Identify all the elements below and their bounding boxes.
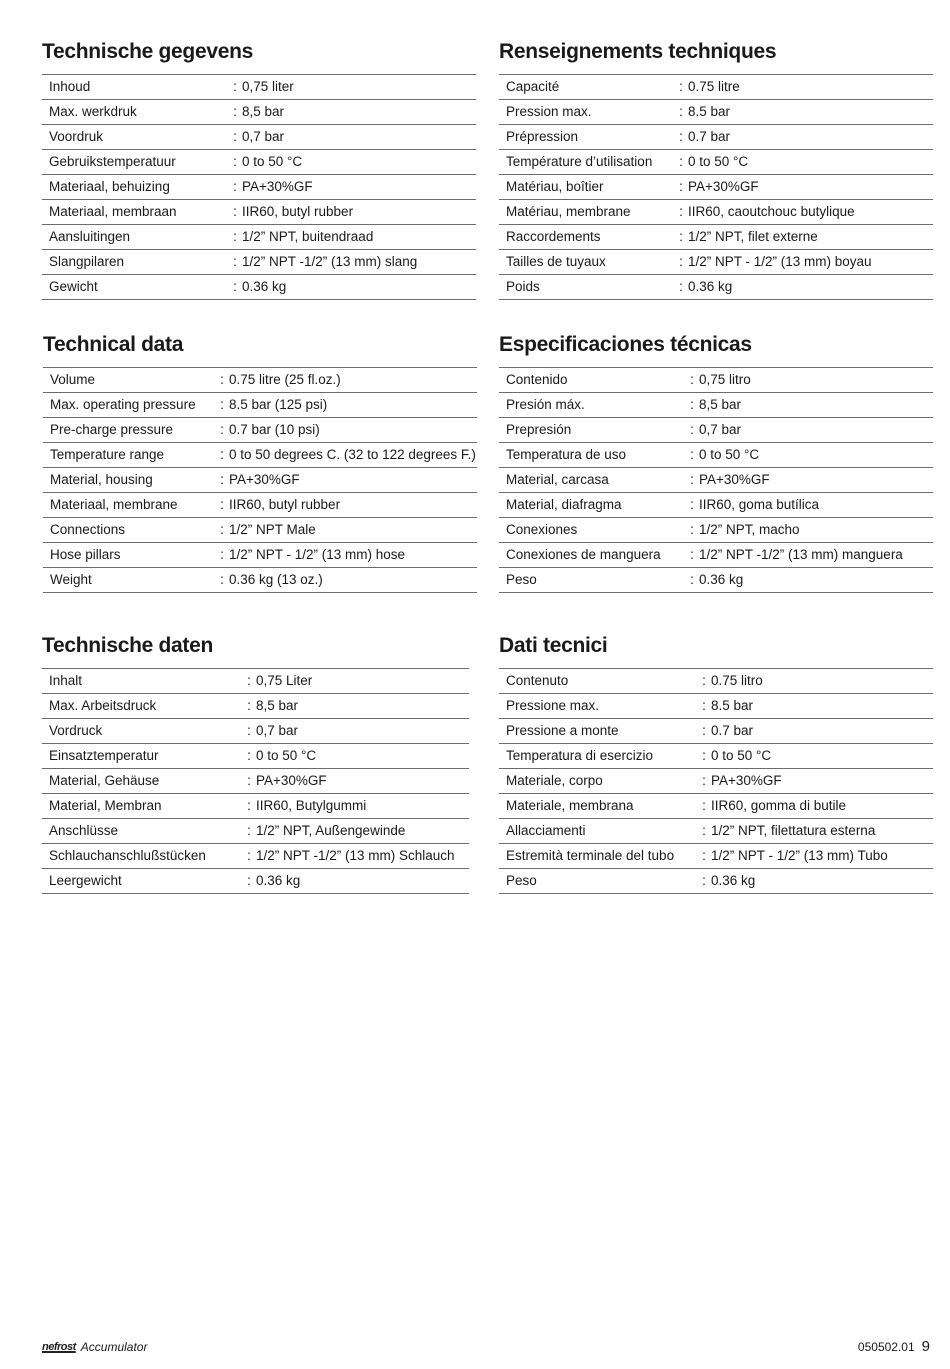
spec-value: 8,5 bar — [699, 397, 742, 412]
spec-separator: : — [690, 522, 694, 537]
spec-separator: : — [220, 547, 224, 562]
spec-label: Materiaal, behuizing — [49, 179, 170, 194]
table-row — [42, 275, 476, 300]
footer-left — [42, 1340, 147, 1354]
spec-label: Material, Gehäuse — [49, 773, 160, 788]
table-row — [499, 200, 933, 225]
spec-value: 8.5 bar — [688, 104, 731, 119]
table-row — [42, 769, 469, 794]
spec-label: Contenido — [506, 372, 568, 387]
spec-label: Temperatura de uso — [506, 447, 627, 462]
spec-separator: : — [702, 873, 706, 888]
section-technical-data — [43, 327, 477, 593]
spec-label: Pression max. — [506, 104, 592, 119]
table-row — [42, 694, 469, 719]
table-row — [42, 794, 469, 819]
spec-label: Conexiones de manguera — [506, 547, 661, 562]
spec-label: Material, housing — [50, 472, 153, 487]
spec-label: Slangpilaren — [49, 254, 125, 269]
spec-separator: : — [679, 179, 683, 194]
table-row — [42, 669, 469, 694]
table-row — [499, 250, 933, 275]
spec-value: 8,5 bar — [256, 698, 299, 713]
table-row — [499, 694, 933, 719]
spec-table — [499, 74, 933, 300]
spec-value: 1/2” NPT Male — [229, 522, 316, 537]
spec-value: IIR60, butyl rubber — [242, 204, 354, 219]
section-title: Dati tecnici — [499, 634, 608, 657]
section-renseignements-techniques — [499, 34, 933, 300]
spec-table — [42, 668, 469, 894]
spec-label: Material, carcasa — [506, 472, 609, 487]
spec-value: PA+30%GF — [256, 773, 327, 788]
spec-value: 0.36 kg — [256, 873, 301, 888]
spec-label: Contenuto — [506, 673, 569, 688]
spec-separator: : — [679, 129, 683, 144]
spec-value: 1/2” NPT - 1/2” (13 mm) boyau — [688, 254, 872, 269]
spec-separator: : — [702, 748, 706, 763]
spec-separator: : — [679, 254, 683, 269]
table-row — [499, 275, 933, 300]
spec-value: 0.75 litre (25 fl.oz.) — [229, 372, 341, 387]
spec-value: 8.5 bar (125 psi) — [229, 397, 328, 412]
spec-separator: : — [247, 873, 251, 888]
spec-separator: : — [247, 798, 251, 813]
table-row — [42, 225, 476, 250]
spec-label: Pressione a monte — [506, 723, 619, 738]
spec-value: 8.5 bar — [711, 698, 754, 713]
table-row — [42, 719, 469, 744]
spec-label: Max. werkdruk — [49, 104, 137, 119]
spec-label: Anschlüsse — [49, 823, 119, 838]
spec-value: PA+30%GF — [688, 179, 759, 194]
table-row — [499, 568, 933, 593]
spec-separator: : — [679, 104, 683, 119]
spec-table — [42, 74, 476, 300]
table-row — [499, 493, 933, 518]
spec-value: IIR60, gomma di butile — [711, 798, 847, 813]
spec-value: 0.75 litre — [688, 79, 740, 94]
section-dati-tecnici — [499, 628, 933, 894]
spec-value: 1/2” NPT, Außengewinde — [256, 823, 406, 838]
spec-separator: : — [690, 397, 694, 412]
table-row — [499, 518, 933, 543]
spec-label: Température d’utilisation — [506, 154, 653, 169]
spec-separator: : — [233, 79, 237, 94]
spec-label: Peso — [506, 572, 537, 587]
spec-label: Poids — [506, 279, 540, 294]
spec-separator: : — [220, 447, 224, 462]
table-row — [42, 844, 469, 869]
spec-separator: : — [702, 823, 706, 838]
spec-value: 1/2” NPT - 1/2” (13 mm) hose — [229, 547, 406, 562]
spec-separator: : — [233, 254, 237, 269]
spec-separator: : — [220, 522, 224, 537]
page-footer — [42, 1338, 930, 1360]
spec-separator: : — [702, 848, 706, 863]
spec-separator: : — [690, 472, 694, 487]
table-row — [43, 568, 477, 593]
spec-value: 0.36 kg — [699, 572, 744, 587]
spec-value: PA+30%GF — [242, 179, 313, 194]
spec-label: Material, Membran — [49, 798, 162, 813]
spec-separator: : — [702, 698, 706, 713]
spec-label: Presión máx. — [506, 397, 585, 412]
table-row — [499, 393, 933, 418]
spec-value: 0.36 kg — [242, 279, 287, 294]
spec-separator: : — [679, 79, 683, 94]
table-row — [499, 368, 933, 393]
table-row — [499, 150, 933, 175]
spec-table — [499, 367, 933, 593]
table-row — [42, 744, 469, 769]
spec-label: Tailles de tuyaux — [506, 254, 606, 269]
spec-separator: : — [247, 673, 251, 688]
spec-separator: : — [247, 748, 251, 763]
spec-separator: : — [679, 279, 683, 294]
spec-value: 0 to 50 °C — [256, 748, 317, 763]
table-row — [499, 418, 933, 443]
spec-separator: : — [690, 372, 694, 387]
spec-value: 0.7 bar — [711, 723, 754, 738]
spec-table — [499, 668, 933, 894]
spec-value: IIR60, Butylgummi — [256, 798, 367, 813]
table-row — [42, 125, 476, 150]
table-row — [499, 844, 933, 869]
spec-separator: : — [220, 572, 224, 587]
table-row — [42, 150, 476, 175]
table-row — [499, 869, 933, 894]
spec-label: Inhalt — [49, 673, 83, 688]
spec-value: 0,75 Liter — [256, 673, 313, 688]
spec-label: Materiaal, membraan — [49, 204, 177, 219]
spec-label: Materiaal, membrane — [50, 497, 178, 512]
spec-separator: : — [220, 497, 224, 512]
table-row — [499, 543, 933, 568]
table-row — [43, 518, 477, 543]
spec-label: Material, diafragma — [506, 497, 622, 512]
table-row — [43, 543, 477, 568]
spec-separator: : — [220, 472, 224, 487]
spec-label: Connections — [50, 522, 126, 537]
spec-label: Pre-charge pressure — [50, 422, 174, 437]
table-row — [42, 75, 476, 100]
spec-separator: : — [247, 698, 251, 713]
table-row — [43, 468, 477, 493]
spec-value: 0,7 bar — [242, 129, 285, 144]
table-row — [499, 819, 933, 844]
spec-value: PA+30%GF — [711, 773, 782, 788]
spec-label: Gebruikstemperatuur — [49, 154, 176, 169]
spec-separator: : — [702, 673, 706, 688]
spec-value: 8,5 bar — [242, 104, 285, 119]
spec-value: 1/2” NPT -1/2” (13 mm) slang — [242, 254, 418, 269]
table-row — [499, 175, 933, 200]
brand-logo: nefrost — [42, 1341, 76, 1353]
section-title: Renseignements techniques — [499, 40, 777, 63]
spec-separator: : — [233, 204, 237, 219]
spec-label: Max. operating pressure — [50, 397, 196, 412]
spec-value: PA+30%GF — [229, 472, 300, 487]
table-row — [499, 744, 933, 769]
table-row — [499, 719, 933, 744]
table-row — [43, 368, 477, 393]
spec-separator: : — [247, 773, 251, 788]
section-title: Especificaciones técnicas — [499, 333, 752, 356]
spec-label: Inhoud — [49, 79, 91, 94]
table-row — [499, 225, 933, 250]
spec-separator: : — [690, 422, 694, 437]
spec-value: 1/2” NPT -1/2” (13 mm) manguera — [699, 547, 903, 562]
spec-label: Temperatura di esercizio — [506, 748, 654, 763]
spec-value: 1/2” NPT, filet externe — [688, 229, 818, 244]
table-row — [42, 819, 469, 844]
spec-separator: : — [233, 179, 237, 194]
table-row — [43, 493, 477, 518]
spec-label: Materiale, membrana — [506, 798, 634, 813]
table-row — [43, 393, 477, 418]
table-row — [499, 100, 933, 125]
spec-label: Temperature range — [50, 447, 165, 462]
spec-value: 0,7 bar — [699, 422, 742, 437]
spec-separator: : — [220, 372, 224, 387]
spec-label: Capacité — [506, 79, 560, 94]
spec-separator: : — [233, 154, 237, 169]
spec-table — [43, 367, 477, 593]
footer-right — [858, 1338, 930, 1355]
spec-value: 0.75 litro — [711, 673, 763, 688]
spec-separator: : — [702, 773, 706, 788]
table-row — [42, 175, 476, 200]
spec-value: 1/2” NPT, macho — [699, 522, 800, 537]
spec-value: 0,75 liter — [242, 79, 294, 94]
spec-separator: : — [690, 547, 694, 562]
spec-label: Gewicht — [49, 279, 98, 294]
table-row — [43, 443, 477, 468]
spec-label: Einsatztemperatur — [49, 748, 159, 763]
table-row — [499, 769, 933, 794]
spec-value: 0,75 litro — [699, 372, 751, 387]
spec-value: PA+30%GF — [699, 472, 770, 487]
spec-separator: : — [702, 723, 706, 738]
spec-label: Max. Arbeitsdruck — [49, 698, 157, 713]
spec-separator: : — [233, 129, 237, 144]
section-title: Technical data — [43, 333, 184, 356]
spec-separator: : — [690, 572, 694, 587]
spec-separator: : — [690, 447, 694, 462]
spec-value: IIR60, caoutchouc butylique — [688, 204, 855, 219]
spec-value: 0 to 50 °C — [688, 154, 749, 169]
spec-value: 0 to 50 °C — [711, 748, 772, 763]
spec-separator: : — [233, 279, 237, 294]
section-technische-daten — [42, 628, 469, 894]
spec-label: Voordruk — [49, 129, 104, 144]
spec-value: 0.36 kg (13 oz.) — [229, 572, 323, 587]
table-row — [43, 418, 477, 443]
spec-label: Vordruck — [49, 723, 103, 738]
spec-label: Pressione max. — [506, 698, 600, 713]
table-row — [499, 443, 933, 468]
spec-separator: : — [233, 229, 237, 244]
spec-label: Hose pillars — [50, 547, 121, 562]
spec-label: Matériau, membrane — [506, 204, 631, 219]
spec-separator: : — [220, 397, 224, 412]
spec-label: Prépression — [506, 129, 579, 144]
table-row — [42, 250, 476, 275]
spec-value: 0.7 bar (10 psi) — [229, 422, 320, 437]
spec-label: Allacciamenti — [506, 823, 586, 838]
table-row — [499, 794, 933, 819]
spec-value: 1/2” NPT -1/2” (13 mm) Schlauch — [256, 848, 455, 863]
section-technische-gegevens — [42, 34, 476, 300]
section-title: Technische daten — [42, 634, 214, 657]
spec-value: 0,7 bar — [256, 723, 299, 738]
spec-label: Estremità terminale del tubo — [506, 848, 675, 863]
spec-separator: : — [690, 497, 694, 512]
spec-separator: : — [679, 154, 683, 169]
product-name: Accumulator — [80, 1340, 148, 1354]
spec-label: Leergewicht — [49, 873, 122, 888]
spec-value: 0 to 50 degrees C. (32 to 122 degrees F.) — [229, 447, 476, 462]
table-row — [42, 100, 476, 125]
spec-label: Volume — [50, 372, 96, 387]
table-row — [42, 869, 469, 894]
document-number: 050502.01 — [857, 1340, 915, 1354]
spec-label: Aansluitingen — [49, 229, 131, 244]
page-number: 9 — [921, 1338, 930, 1355]
table-row — [499, 125, 933, 150]
spec-separator: : — [247, 848, 251, 863]
spec-separator: : — [702, 798, 706, 813]
spec-separator: : — [679, 229, 683, 244]
spec-label: Prepresión — [506, 422, 572, 437]
spec-label: Conexiones — [506, 522, 578, 537]
spec-label: Raccordements — [506, 229, 601, 244]
table-row — [499, 75, 933, 100]
table-row — [499, 468, 933, 493]
spec-label: Weight — [50, 572, 92, 587]
spec-value: IIR60, goma butílica — [699, 497, 820, 512]
spec-separator: : — [220, 422, 224, 437]
spec-value: IIR60, butyl rubber — [229, 497, 341, 512]
section-title: Technische gegevens — [42, 40, 253, 63]
spec-label: Peso — [506, 873, 537, 888]
section-especificaciones-tecnicas — [499, 327, 933, 593]
spec-value: 1/2” NPT, buitendraad — [242, 229, 374, 244]
spec-label: Schlauchanschlußstücken — [49, 848, 206, 863]
spec-separator: : — [233, 104, 237, 119]
spec-value: 0 to 50 °C — [699, 447, 760, 462]
spec-separator: : — [247, 823, 251, 838]
spec-separator: : — [247, 723, 251, 738]
spec-label: Materiale, corpo — [506, 773, 603, 788]
spec-value: 0.7 bar — [688, 129, 731, 144]
spec-separator: : — [679, 204, 683, 219]
table-row — [42, 200, 476, 225]
spec-value: 1/2” NPT - 1/2” (13 mm) Tubo — [711, 848, 888, 863]
spec-value: 0 to 50 °C — [242, 154, 303, 169]
spec-value: 1/2” NPT, filettatura esterna — [711, 823, 876, 838]
spec-label: Matériau, boîtier — [506, 179, 604, 194]
spec-value: 0.36 kg — [688, 279, 733, 294]
table-row — [499, 669, 933, 694]
spec-value: 0.36 kg — [711, 873, 756, 888]
